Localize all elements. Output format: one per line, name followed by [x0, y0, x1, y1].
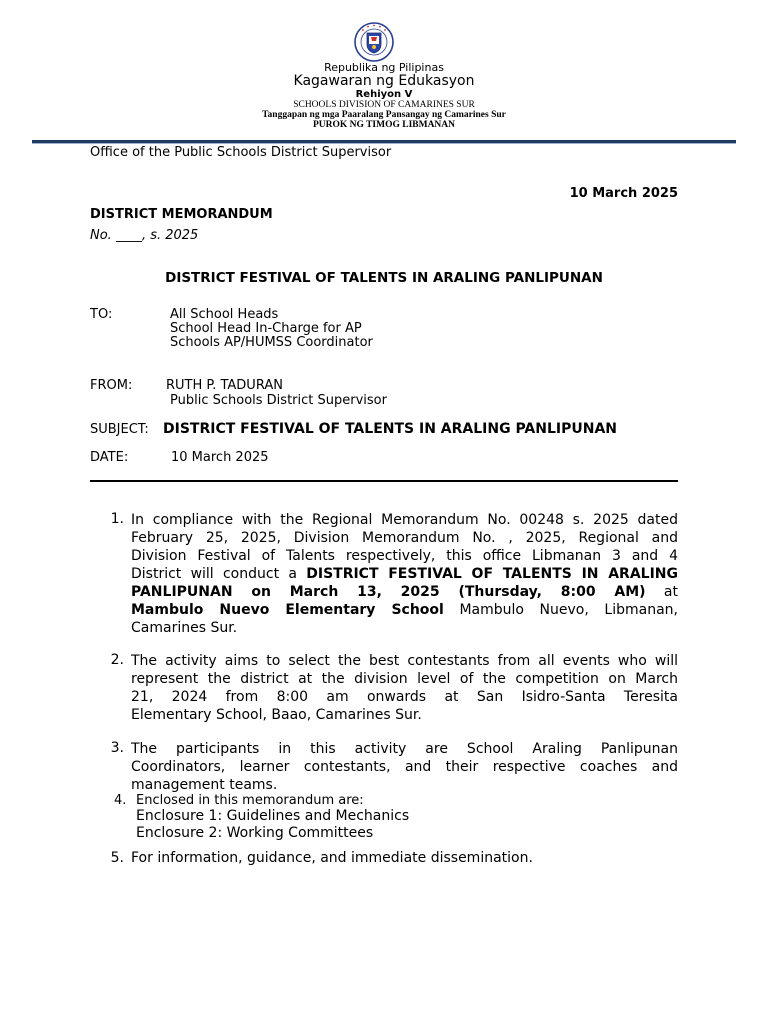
memo-type: DISTRICT MEMORANDUM: [90, 207, 273, 222]
line: [131, 583, 678, 601]
to-recipient: All School Heads: [170, 307, 279, 322]
line: Elementary School, Baao, Camarines Sur.: [131, 707, 422, 723]
header-rule-thin: [32, 143, 736, 144]
office-tagalog-line: Tanggapan ng mga Paaralang Pansangay ng Camarines Sur: [262, 110, 506, 120]
item-5-text: For information, guidance, and immediate dissemination.: [131, 850, 533, 866]
division-line: SCHOOLS DIVISION OF CAMARINES SUR: [293, 100, 475, 110]
divider: [90, 480, 678, 482]
region-line: Rehiyon V: [355, 89, 413, 100]
line: represent the district at the division level of the competition on March: [131, 671, 678, 687]
line: [131, 565, 678, 583]
item-number: 2.: [110, 652, 124, 668]
venue-bold: Mambulo Nuevo Elementary School: [131, 602, 444, 618]
line: [131, 601, 678, 619]
item-number: 4.: [114, 793, 127, 808]
text-run: Mambulo Nuevo, Libmanan,: [443, 602, 678, 618]
from-position: Public Schools District Supervisor: [170, 393, 387, 408]
to-recipient: School Head In-Charge for AP: [170, 321, 362, 336]
from-name: RUTH P. TADURAN: [166, 378, 283, 393]
memo-date: 10 March 2025: [569, 186, 678, 201]
line: 21, 2024 from 8:00 am onwards at San Isidro-Santa Teresita: [131, 689, 678, 705]
district-line: PUROK NG TIMOG LIBMANAN: [312, 120, 456, 130]
item-number: 5.: [110, 850, 124, 866]
subject-value: DISTRICT FESTIVAL OF TALENTS IN ARALING PANLIPUNAN: [163, 421, 617, 437]
line: The participants in this activity are School Araling Panlipunan: [131, 741, 678, 757]
item-3-text: [131, 740, 678, 794]
event-date-bold: PANLIPUNAN on March 13, 2025 (Thursday, 8:00 AM): [131, 584, 646, 600]
enclosure-item: Enclosure 1: Guidelines and Mechanics: [136, 808, 410, 824]
memo-number: No. ____, s. 2025: [90, 228, 199, 243]
line: Division Festival of Talents respectively, this office Libmanan 3 and 4: [131, 548, 678, 564]
from-label: FROM:: [90, 378, 133, 393]
memo-title: DISTRICT FESTIVAL OF TALENTS IN ARALING PANLIPUNAN: [165, 270, 603, 286]
date-label: DATE:: [90, 450, 129, 465]
office-line: Office of the Public Schools District Supervisor: [90, 145, 392, 160]
date-value: 10 March 2025: [171, 450, 269, 465]
to-label: TO:: [90, 307, 113, 322]
enclosure-intro: Enclosed in this memorandum are:: [136, 793, 364, 808]
line: management teams.: [131, 777, 278, 793]
line: The activity aims to select the best contestants from all events who will: [131, 653, 678, 669]
republic-line: Republika ng Pilipinas: [324, 61, 444, 74]
line: February 25, 2025, Division Memorandum No. , 2025, Regional and: [131, 530, 678, 546]
text-run: at: [645, 584, 678, 600]
deped-seal-logo: [347, 22, 401, 62]
enclosure-item: Enclosure 2: Working Committees: [136, 825, 374, 841]
item-2-text: [131, 652, 678, 724]
item-1-text: [131, 511, 678, 637]
subject-label: SUBJECT:: [90, 422, 149, 437]
item-number: 1.: [110, 511, 124, 527]
line: Coordinators, learner contestants, and their respective coaches and: [131, 759, 678, 775]
event-name-bold: DISTRICT FESTIVAL OF TALENTS IN ARALING: [306, 566, 678, 582]
text-run: District will conduct a: [131, 566, 307, 582]
item-number: 3.: [110, 740, 124, 756]
line: In compliance with the Regional Memorandum No. 00248 s. 2025 dated: [131, 512, 678, 528]
to-recipient: Schools AP/HUMSS Coordinator: [170, 335, 373, 350]
line: Camarines Sur.: [131, 620, 238, 636]
department-name: Kagawaran ng Edukasyon: [293, 73, 475, 89]
